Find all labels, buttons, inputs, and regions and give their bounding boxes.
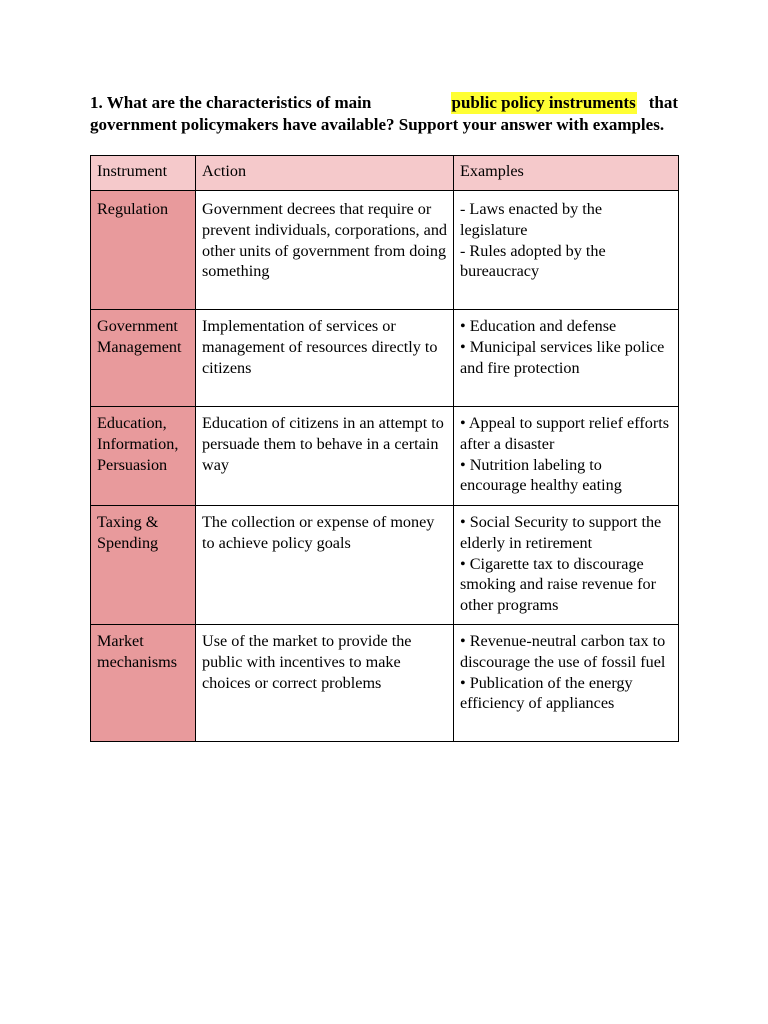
header-instrument: Instrument xyxy=(91,156,196,191)
policy-instruments-table xyxy=(90,155,679,742)
examples-cell xyxy=(454,625,679,742)
question-text-part: What are the characteristics of main xyxy=(106,93,372,112)
examples-cell xyxy=(454,407,679,506)
example-item: • Education and defense xyxy=(460,317,617,335)
header-examples: Examples xyxy=(454,156,679,191)
table-row xyxy=(91,310,679,407)
highlighted-phrase: public policy instruments xyxy=(451,93,636,112)
examples-cell xyxy=(454,191,679,310)
question-text-part: that xyxy=(648,93,678,112)
example-item: • Publication of the energy efficiency of appliances xyxy=(460,673,633,713)
question-line-2: government policymakers have available? Support your answer with examples. xyxy=(90,115,665,134)
question-text xyxy=(90,92,678,136)
example-item: • Revenue-neutral carbon tax to discourage the use of fossil fuel xyxy=(460,632,666,671)
example-item: - Laws enacted by the legislature xyxy=(460,200,603,239)
action-cell: Education of citizens in an attempt to persuade them to behave in a certain way xyxy=(196,407,454,506)
example-item: • Cigarette tax to discourage smoking and raise revenue for other programs xyxy=(460,554,656,615)
table-header-row xyxy=(91,156,679,191)
example-item: • Appeal to support relief efforts after a disaster xyxy=(460,414,670,453)
action-cell: Implementation of services or management of resources directly to citizens xyxy=(196,310,454,407)
instrument-cell: Education, Information, Persuasion xyxy=(91,407,196,506)
examples-cell xyxy=(454,310,679,407)
table-row xyxy=(91,625,679,742)
example-item: • Municipal services like police and fire protection xyxy=(460,337,665,377)
examples-cell xyxy=(454,506,679,625)
example-item: • Social Security to support the elderly in retirement xyxy=(460,513,662,552)
instrument-cell: Market mechanisms xyxy=(91,625,196,742)
instrument-cell: Regulation xyxy=(91,191,196,310)
instrument-cell: Taxing & Spending xyxy=(91,506,196,625)
table-row xyxy=(91,407,679,506)
question-number: 1. xyxy=(90,93,103,112)
action-cell: Government decrees that require or prevent individuals, corporations, and other units of government from doing something xyxy=(196,191,454,310)
question-line-1 xyxy=(90,92,678,114)
example-item: - Rules adopted by the bureaucracy xyxy=(460,241,606,281)
example-item: • Nutrition labeling to encourage healthy eating xyxy=(460,455,622,495)
table-row xyxy=(91,191,679,310)
action-cell: The collection or expense of money to achieve policy goals xyxy=(196,506,454,625)
table-row xyxy=(91,506,679,625)
instrument-cell: Government Management xyxy=(91,310,196,407)
action-cell: Use of the market to provide the public with incentives to make choices or correct problems xyxy=(196,625,454,742)
header-action: Action xyxy=(196,156,454,191)
